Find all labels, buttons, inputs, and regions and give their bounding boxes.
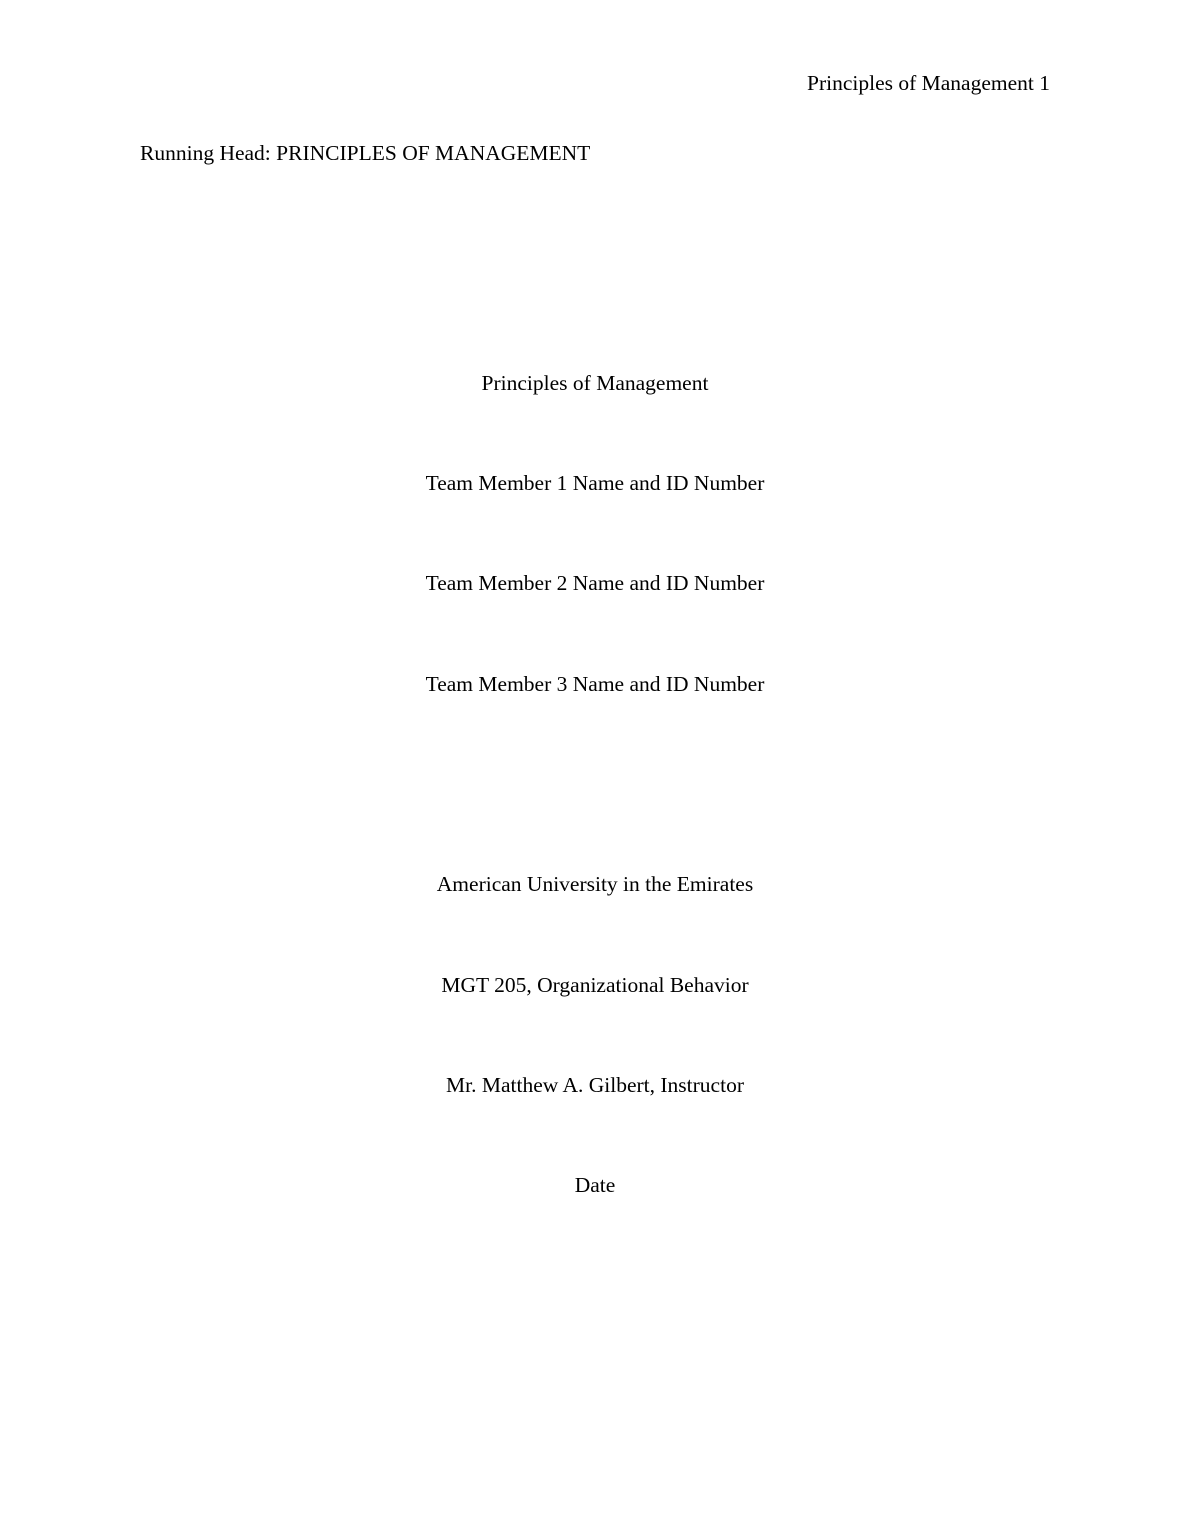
page-header bbox=[807, 70, 1050, 96]
running-head: Running Head: PRINCIPLES OF MANAGEMENT bbox=[140, 141, 591, 165]
instructor: Mr. Matthew A. Gilbert, Instructor bbox=[446, 1073, 744, 1097]
header-title: Principles of Management bbox=[806, 71, 1034, 95]
page-number: 1 bbox=[1039, 71, 1050, 95]
document-title: Principles of Management bbox=[481, 371, 709, 395]
team-member-3: Team Member 3 Name and ID Number bbox=[425, 672, 765, 696]
date: Date bbox=[574, 1173, 616, 1197]
team-member-1: Team Member 1 Name and ID Number bbox=[425, 471, 765, 495]
institution: American University in the Emirates bbox=[436, 872, 754, 896]
team-member-2: Team Member 2 Name and ID Number bbox=[425, 571, 765, 595]
course: MGT 205, Organizational Behavior bbox=[441, 973, 749, 997]
